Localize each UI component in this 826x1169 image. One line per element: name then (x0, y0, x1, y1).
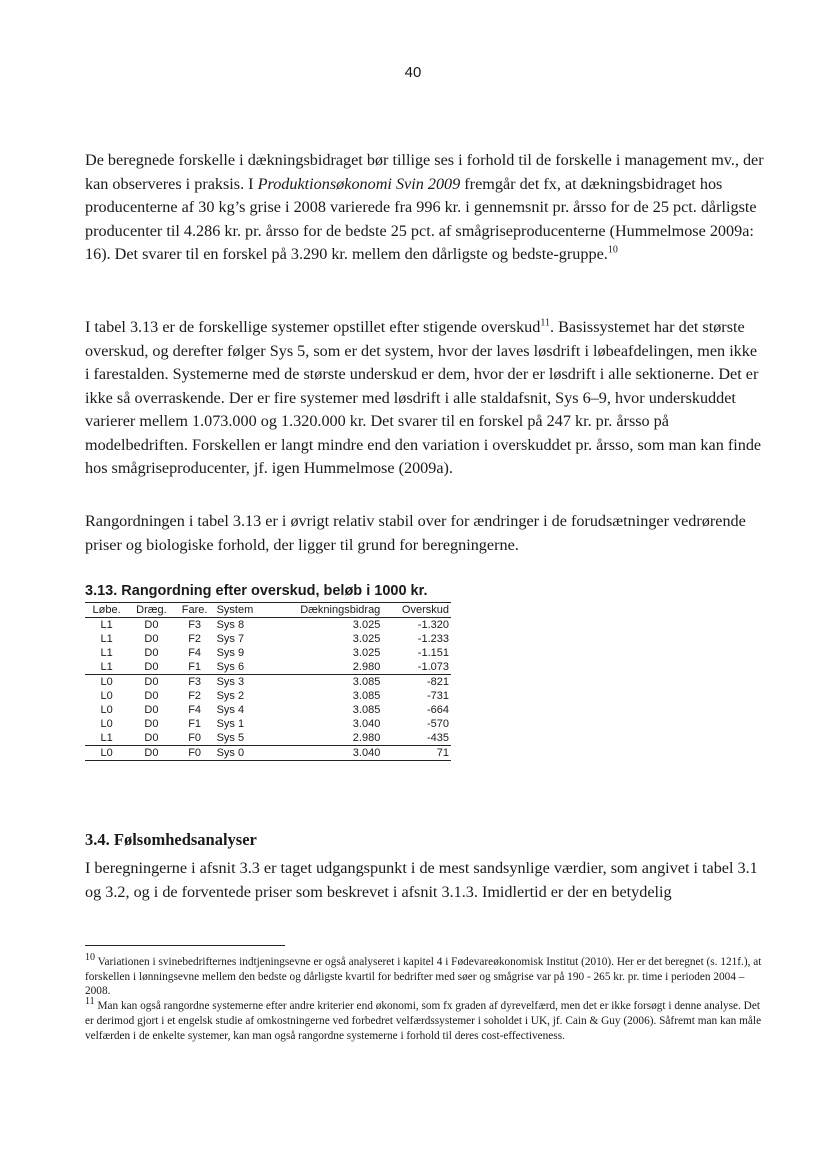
cell-fare: F1 (175, 660, 215, 675)
cell-fare: F2 (188, 633, 202, 645)
table-row (85, 689, 451, 703)
cell-system: Sys 6 (215, 660, 270, 675)
header-system: System (215, 603, 270, 618)
cell-draeg: D0 (144, 690, 159, 702)
footnote-10 (85, 952, 765, 999)
paragraph-system-ranking (85, 316, 765, 481)
cell-fare: F4 (188, 647, 202, 659)
cell-loebe: L1 (100, 619, 113, 631)
table-row (85, 646, 451, 660)
footnote-number: 10 (85, 952, 95, 964)
cell-fare: F0 (175, 731, 215, 746)
footnote-ref-11[interactable]: 11 (540, 317, 551, 329)
cell-fare: F3 (188, 676, 202, 688)
cell-overskud: -1.151 (417, 647, 449, 659)
cell-draeg: D0 (144, 676, 159, 688)
header-loebe: Løbe. (85, 603, 128, 618)
header-fare: Fare. (175, 603, 215, 618)
cell-system: Sys 9 (216, 647, 245, 659)
cell-system: Sys 1 (216, 718, 245, 730)
cell-system: Sys 7 (216, 633, 245, 645)
ranking-table (85, 602, 451, 761)
table-row (85, 703, 451, 717)
cell-daekningsbidrag: 3.040 (352, 718, 381, 730)
cell-fare: F1 (188, 718, 202, 730)
table-header-row (85, 603, 451, 618)
paragraph1-text-a: De beregnede forskelle i dækningsbidraget bør tillige ses i forhold til de forskelle i management mv., der kan observeres i praksis. I (85, 151, 764, 193)
cell-overskud: -1.073 (382, 660, 451, 675)
cell-daekningsbidrag: 3.040 (269, 746, 382, 761)
cell-daekningsbidrag: 3.085 (352, 676, 381, 688)
header-daekningsbidrag: Dækningsbidrag (269, 603, 382, 618)
cell-overskud: -435 (382, 731, 451, 746)
paragraph-ranking-stability: Rangordningen i tabel 3.13 er i øvrigt relativ stabil over for ændringer i de forudsætninger vedrørende priser og biologiske forhold, der ligger til grund for beregningerne. (85, 512, 746, 554)
page-number: 40 (404, 64, 422, 81)
header-overskud: Overskud (382, 603, 451, 618)
cell-system: Sys 5 (215, 731, 270, 746)
table-row (85, 717, 451, 731)
cell-overskud: -1.233 (417, 633, 449, 645)
cell-loebe: L0 (100, 676, 113, 688)
cell-daekningsbidrag: 3.025 (352, 647, 381, 659)
cell-fare: F0 (175, 746, 215, 761)
table-row (85, 660, 451, 675)
cell-fare: F4 (188, 704, 202, 716)
cell-daekningsbidrag: 3.085 (352, 690, 381, 702)
cell-daekningsbidrag: 3.025 (352, 633, 381, 645)
footnote-number: 11 (85, 996, 95, 1008)
footnote-11 (85, 996, 765, 1043)
cell-fare: F2 (188, 690, 202, 702)
cell-loebe: L0 (100, 690, 113, 702)
cell-loebe: L1 (100, 633, 113, 645)
cell-system: Sys 8 (216, 619, 245, 631)
table-row (85, 675, 451, 690)
cell-draeg: D0 (144, 647, 159, 659)
cell-system: Sys 0 (215, 746, 270, 761)
cell-loebe: L1 (85, 731, 128, 746)
cell-loebe: L1 (100, 647, 113, 659)
cell-system: Sys 4 (216, 704, 245, 716)
cell-overskud: 71 (382, 746, 451, 761)
cell-draeg: D0 (128, 731, 174, 746)
table-row (85, 632, 451, 646)
footnote-text: Variationen i svinebedrifternes indtjeningsevne er også analyseret i kapitel 4 i Fødevareøkonomisk Institut (2010). Her er det beregnet (s. 121f.), at forskellen i lønningsevne mellem den bedste og dårligste kvartil for bedrifter med søer og smågrise var på 190 - 265 kr. pr. time i perioden 2004 – 2008. (85, 956, 762, 998)
cell-daekningsbidrag: 2.980 (269, 660, 382, 675)
cell-overskud: -1.320 (417, 619, 449, 631)
paragraph-sensitivity-intro: I beregningerne i afsnit 3.3 er taget udgangspunkt i de mest sandsynlige værdier, som angivet i tabel 3.1 og 3.2, og i de forventede priser som beskrevet i afsnit 3.1.3. Imidlertid er der en betydelig (85, 859, 758, 901)
footnote-ref-10[interactable]: 10 (607, 244, 618, 256)
cell-loebe: L0 (100, 718, 113, 730)
cell-draeg: D0 (144, 619, 159, 631)
publication-title: Produktionsøkonomi Svin 2009 (257, 174, 461, 193)
cell-overskud: -821 (426, 676, 449, 688)
footnotes (85, 952, 765, 1043)
paragraph2-text-b: . Basissystemet har det største overskud, og derefter følger Sys 5, som er det system, hvor der laves løsdrift i løbeafdelingen, men ikke i farestalden. Systemerne med de største underskud er dem, hvor der er løsdrift i alle sektionerne. Det er ikke så overraskende. Der er fire systemer med løsdrift i alle staldafsnit, Sys 6–9, hvor underskuddet varierer mellem 1.073.000 og 1.320.000 kr. Det svarer til en forskel på 247 kr. pr. årsso på modelbedriften. Forskellen er langt mindre end den variation i overskuddet pr. årsso, som man kan finde hos smågriseproducenter, jf. igen Hummelmose (2009a). (85, 318, 762, 477)
footnote-divider (85, 945, 285, 946)
cell-loebe: L1 (85, 660, 128, 675)
section-heading: 3.4. Følsomhedsanalyser (85, 830, 257, 849)
cell-fare: F3 (188, 619, 202, 631)
cell-draeg: D0 (128, 746, 174, 761)
cell-overskud: -664 (426, 704, 449, 716)
footnote-text: Man kan også rangordne systemerne efter andre kriterier end økonomi, som fx graden af dyrevelfærd, men det er ikke forsøgt i denne analyse. Det er derimod gjort i et engelsk studie af omkostningerne ved forbedret velfærdssystemer i soholdet i UK, jf. Cain & Guy (2006). Såfremt man kan måle velfærden i de enkelte systemer, kan man også rangordne systemerne i forhold til deres cost-effectiveness. (85, 1000, 762, 1042)
header-draeg: Dræg. (128, 603, 174, 618)
table-row (85, 746, 451, 761)
table-row (85, 731, 451, 746)
cell-draeg: D0 (144, 704, 159, 716)
cell-daekningsbidrag: 3.085 (352, 704, 381, 716)
cell-draeg: D0 (144, 633, 159, 645)
cell-overskud: -570 (426, 718, 449, 730)
ranking-table-block (85, 583, 455, 761)
cell-overskud: -731 (426, 690, 449, 702)
table-row (85, 618, 451, 633)
cell-system: Sys 3 (216, 676, 245, 688)
cell-loebe: L0 (85, 746, 128, 761)
cell-draeg: D0 (144, 718, 159, 730)
cell-loebe: L0 (100, 704, 113, 716)
cell-system: Sys 2 (216, 690, 245, 702)
table-title: 3.13. Rangordning efter overskud, beløb i 1000 kr. (85, 583, 428, 599)
cell-daekningsbidrag: 2.980 (269, 731, 382, 746)
cell-draeg: D0 (128, 660, 174, 675)
paragraph-management-differences (85, 149, 765, 267)
paragraph1-text-b: fremgår det fx, at dækningsbidraget hos producenterne af 30 kg’s grise i 2008 varierede fra 996 kr. i gennemsnit pr. årsso for de 25 pct. dårligste producenter til 4.286 kr. pr. årsso for de bedste 25 pct. af smågriseproducenterne (Hummelmose 2009a: 16). Det svarer til en forskel på 3.290 kr. mellem den dårligste og bedste-gruppe. (85, 174, 757, 263)
paragraph2-text-a: I tabel 3.13 er de forskellige systemer opstillet efter stigende overskud (85, 318, 541, 336)
cell-daekningsbidrag: 3.025 (352, 619, 381, 631)
